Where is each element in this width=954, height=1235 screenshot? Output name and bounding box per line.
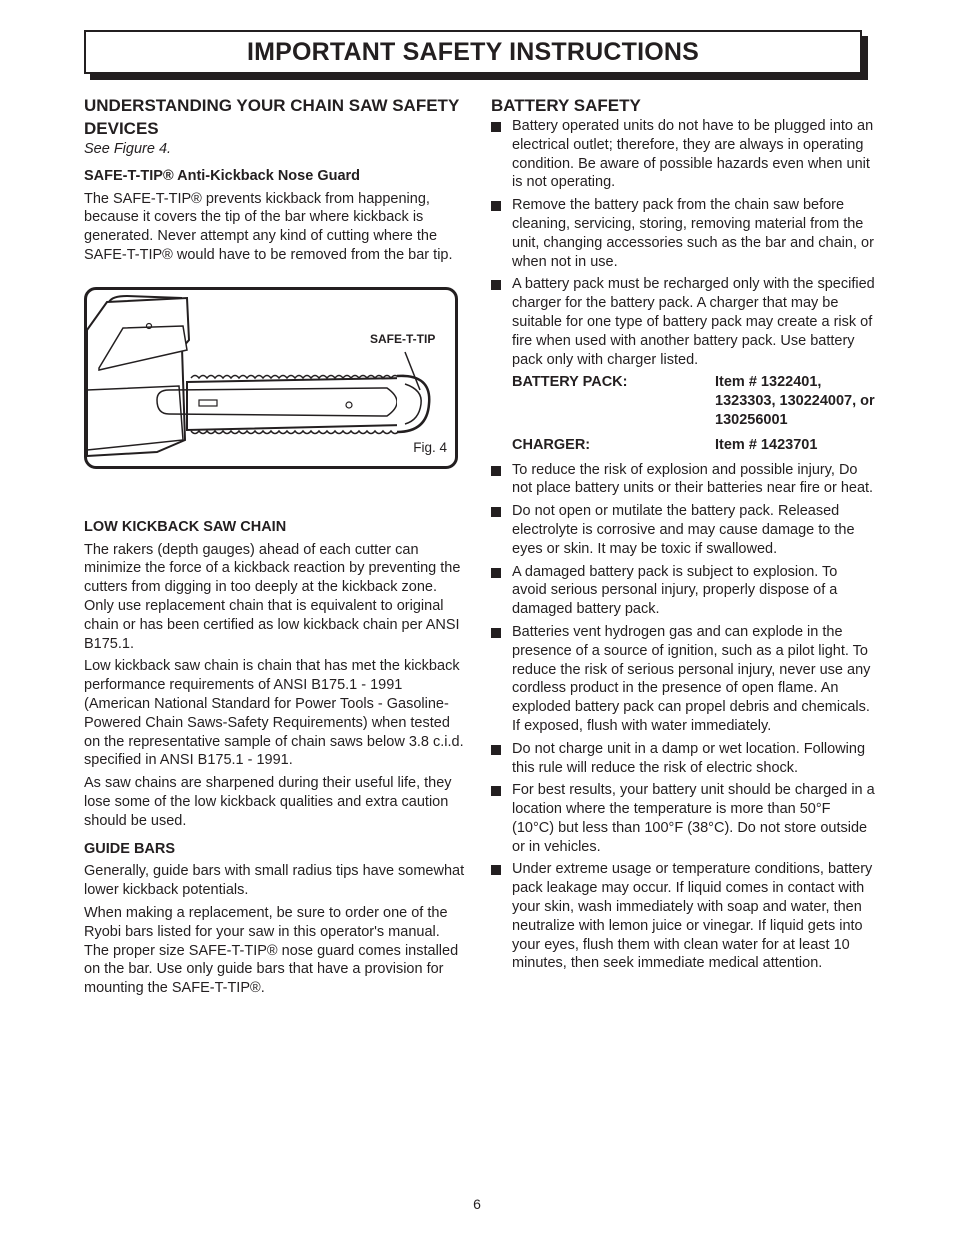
section-heading-devices: UNDERSTANDING YOUR CHAIN SAW SAFETY DEVICES — [84, 96, 459, 138]
page-title: IMPORTANT SAFETY INSTRUCTIONS — [246, 37, 700, 66]
list-item: A damaged battery pack is subject to explosion. To avoid serious personal injury, properly dispose of a damaged battery pack. — [491, 563, 875, 619]
right-column — [491, 94, 875, 977]
low-kickback-paragraph-1: The rakers (depth gauges) ahead of each cutter can minimize the force of a kickback reaction by preventing the cutters from digging in too deeply at the kickback zone. Only use replacement chain that is equivalent to original chain or has been certified as low kickback chain per ANSI B175.1. — [84, 541, 461, 652]
charger-spec — [491, 436, 875, 455]
figure-label: Fig. 4 — [413, 439, 447, 455]
safe-t-tip-callout: SAFE-T-TIP — [370, 331, 436, 346]
subheading-safe-t-tip: SAFE-T-TIP® Anti-Kickback Nose Guard — [84, 167, 361, 184]
battery-bullets-b — [491, 461, 875, 974]
title-box — [84, 30, 862, 74]
low-kickback-paragraph-2: Low kickback saw chain is chain that has met the kickback performance requirements of ANSI B175.1 - 1991 (American National Standard for Power Tools - Gasoline-Powered Chain Saws-Safety Requirements) when tested on the representative sample of chain saws below 3.8 c.i.d. specified in ANSI B175.1 - 1991. — [84, 658, 464, 769]
page-number: 6 — [473, 1196, 481, 1212]
title-banner — [84, 30, 868, 80]
see-figure-note: See Figure 4. — [84, 141, 172, 157]
charger-value: Item # 1423701 — [715, 436, 818, 453]
subheading-low-kickback: LOW KICKBACK SAW CHAIN — [84, 518, 287, 535]
section-heading-battery-safety: BATTERY SAFETY — [491, 96, 641, 115]
list-item: Remove the battery pack from the chain saw before cleaning, servicing, storing, removing material from the unit, changing accessories such as the bar and chain, or when not in use. — [491, 196, 875, 271]
list-item: For best results, your battery unit should be charged in a location where the temperature is more than 50°F (10°C) but less than 100°F (38°C). Do not store outside or in vehicles. — [491, 781, 875, 856]
safe-t-tip-paragraph: The SAFE-T-TIP® prevents kickback from happening, because it covers the tip of the bar where kickback is generated. Never attempt any kind of cutting where the SAFE-T-TIP® would have to be removed from the bar tip. — [84, 190, 453, 263]
figure-4 — [84, 287, 458, 469]
list-item: To reduce the risk of explosion and possible injury, Do not place battery units or their batteries near fire or heat. — [491, 461, 875, 499]
list-item: Battery operated units do not have to be plugged into an electrical outlet; therefore, they are always in operating condition. Be aware of possible hazards even when unit is not operating. — [491, 117, 875, 192]
low-kickback-paragraph-3: As saw chains are sharpened during their useful life, they lose some of the low kickback qualities and extra caution should be used. — [84, 775, 452, 829]
battery-bullets-a — [491, 117, 875, 369]
battery-pack-spec — [491, 373, 875, 429]
list-item: Batteries vent hydrogen gas and can explode in the presence of a source of ignition, such as a pilot light. To reduce the risk of serious personal injury, never use any cordless product in the presence of open flame. An exploded battery pack can propel debris and chemicals. If exposed, flush with water immediately. — [491, 623, 875, 736]
subheading-guide-bars: GUIDE BARS — [84, 840, 176, 857]
charger-label: CHARGER: — [512, 436, 591, 453]
list-item: Do not charge unit in a damp or wet location. Following this rule will reduce the risk of electric shock. — [491, 740, 875, 778]
left-column — [84, 94, 466, 998]
guide-bars-paragraph-2: When making a replacement, be sure to order one of the Ryobi bars listed for your saw in this operator's manual. The proper size SAFE-T-TIP® nose guard comes installed on the bar. Use only guide bars that have a provision for mounting the SAFE-T-TIP®. — [84, 904, 459, 997]
list-item: Do not open or mutilate the battery pack. Released electrolyte is corrosive and may cause damage to the eyes or skin. It may be toxic if swallowed. — [491, 502, 875, 558]
battery-pack-label: BATTERY PACK: — [512, 374, 628, 391]
list-item: Under extreme usage or temperature conditions, battery pack leakage may occur. If liquid comes in contact with your skin, wash immediately with soap and water, then neutralize with lemon juice or vinegar. If liquid gets into your eyes, flush them with clean water for at least 10 minutes, then seek immediate medical attention. — [491, 860, 875, 973]
list-item: A battery pack must be recharged only with the specified charger for the battery pack. A charger that may be suitable for one type of battery pack may create a risk of fire when used with another battery pack. Use battery pack only with charger listed. — [491, 275, 875, 369]
guide-bars-paragraph-1: Generally, guide bars with small radius tips have somewhat lower kickback potentials. — [84, 863, 465, 899]
chainsaw-illustration — [87, 290, 455, 466]
battery-pack-value: Item # 1322401, 1323303, 130224007, or 130256001 — [715, 374, 875, 428]
